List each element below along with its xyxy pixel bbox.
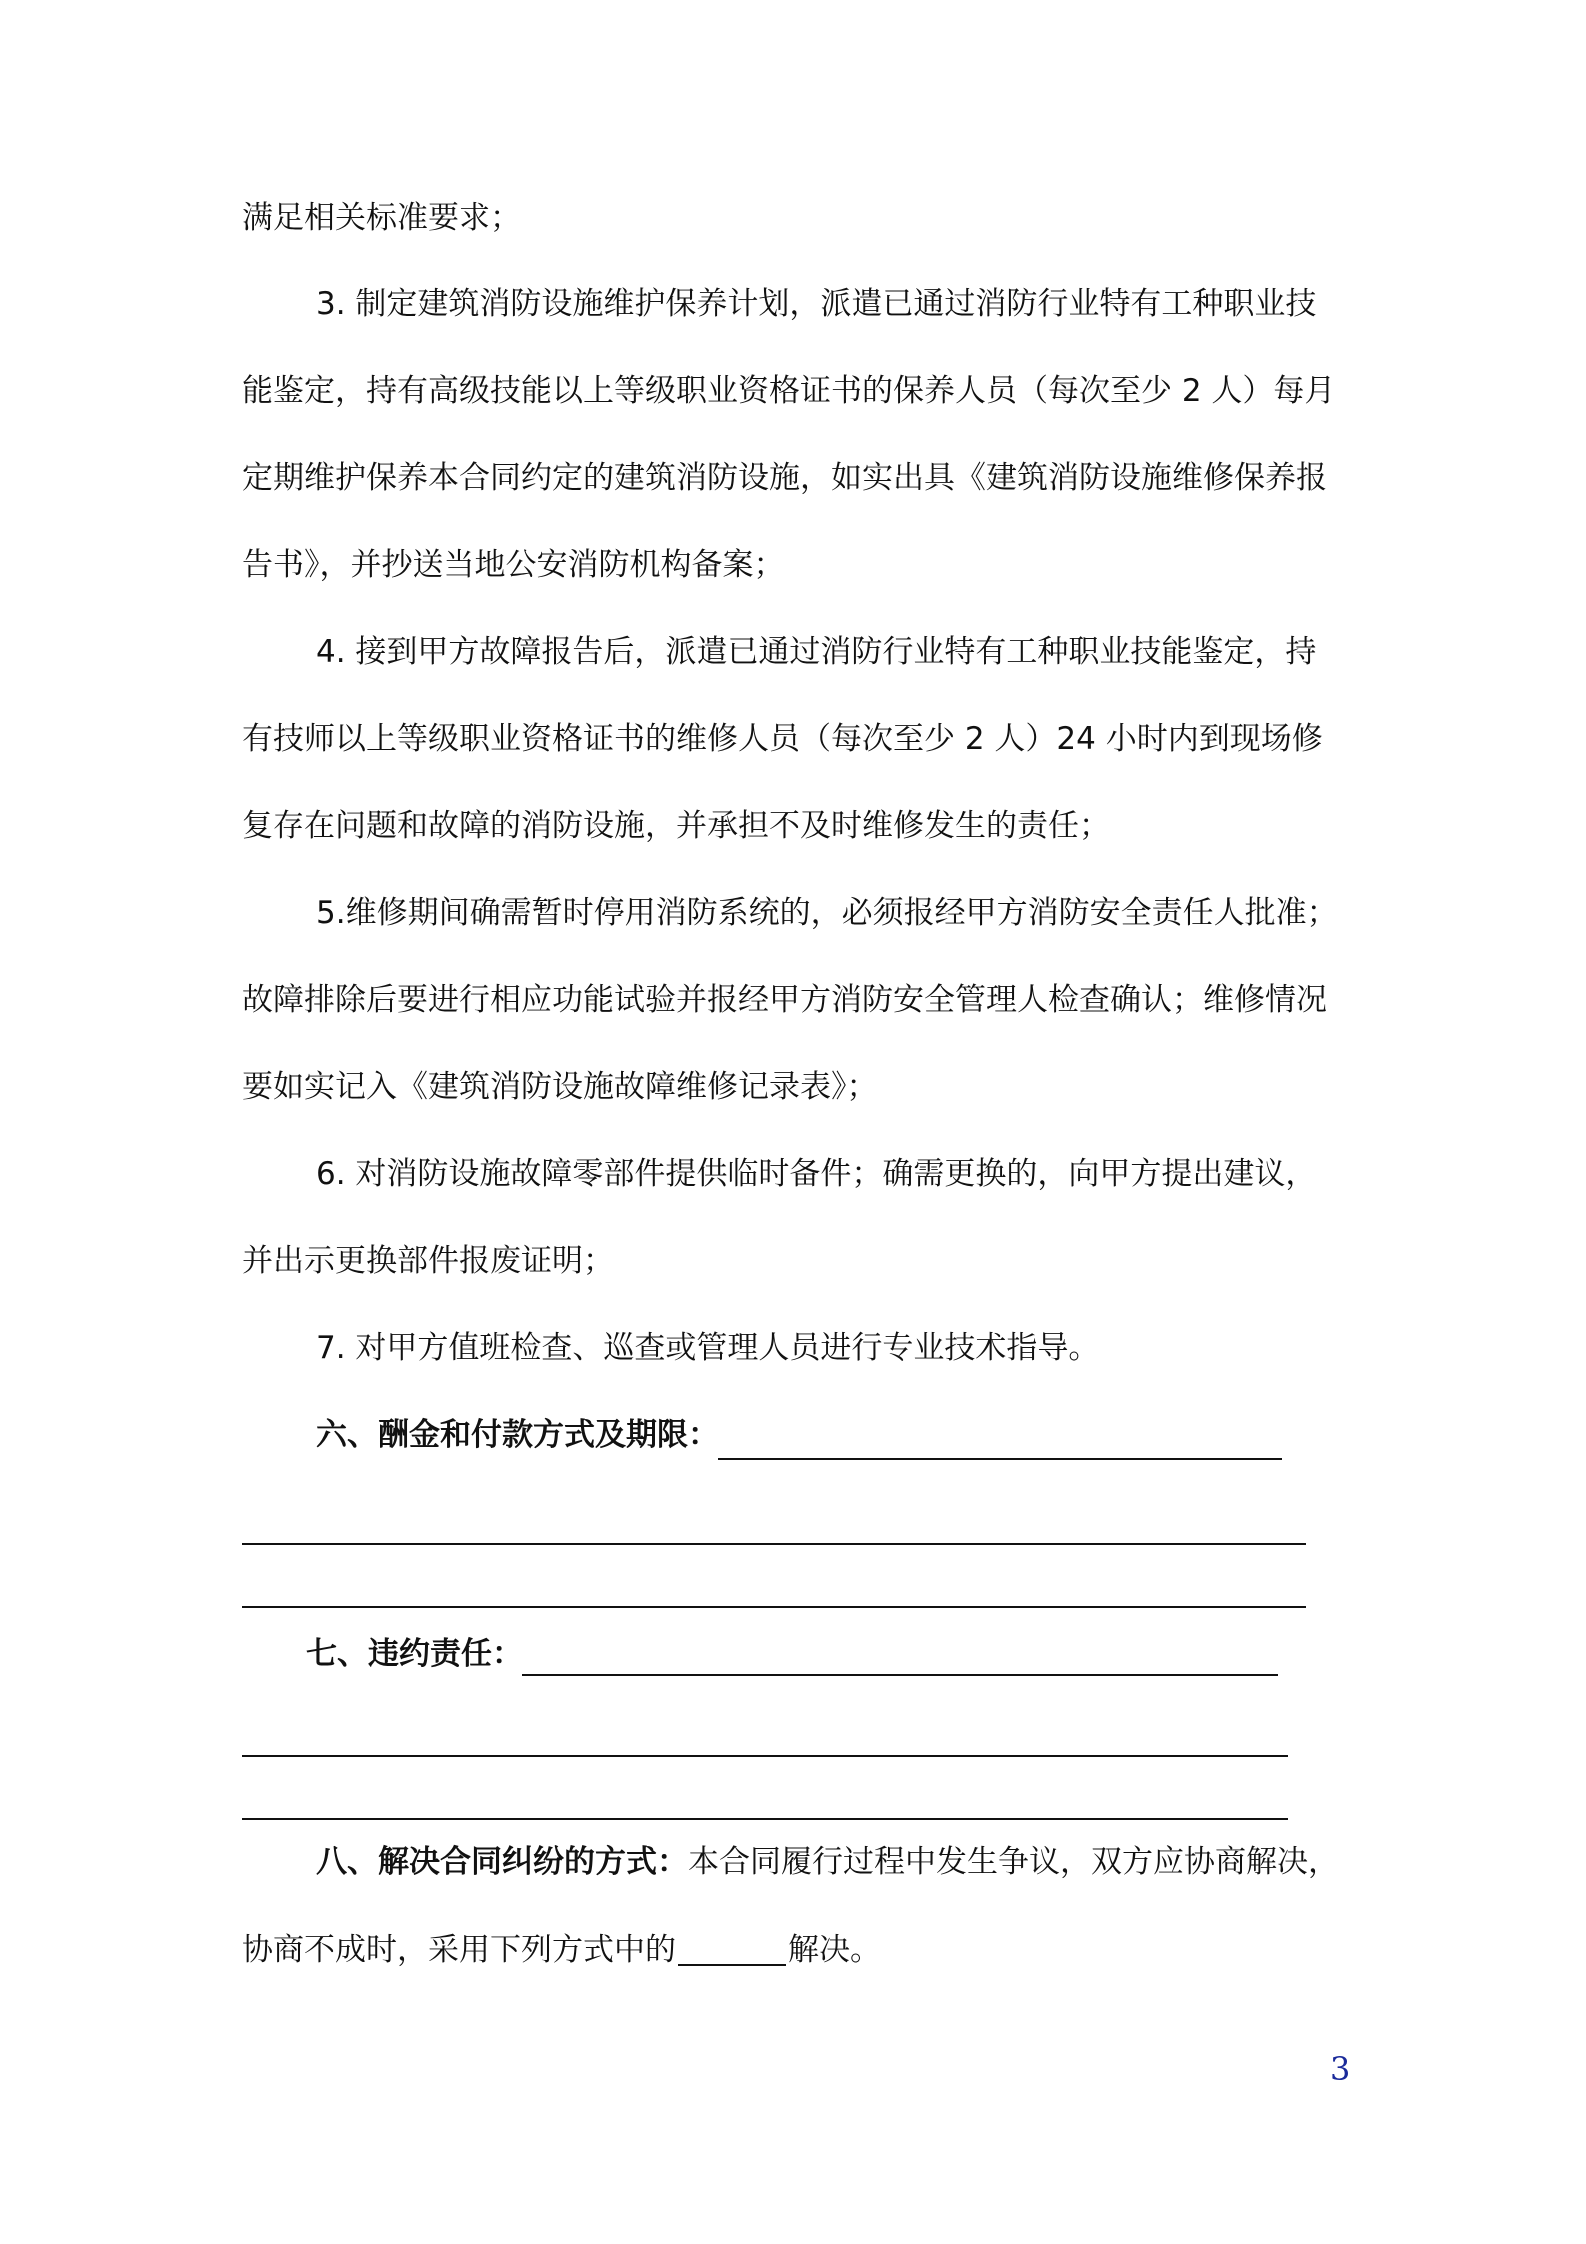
clause-3-line-4: 告书》，并抄送当地公安消防机构备案； xyxy=(242,547,785,583)
clause-4-line-1: 4. 接到甲方故障报告后，派遣已通过消防行业特有工种职业技能鉴定，持 xyxy=(316,634,1317,670)
section-7-heading: 七、违约责任： xyxy=(306,1636,523,1672)
clause-6-line-1: 6. 对消防设施故障零部件提供临时备件；确需更换的，向甲方提出建议， xyxy=(316,1156,1317,1192)
section-6-fill-line xyxy=(242,1543,1306,1545)
clause-5-line-2: 故障排除后要进行相应功能试验并报经甲方消防安全管理人检查确认；维修情况 xyxy=(242,982,1327,1018)
clause-4-line-2: 有技师以上等级职业资格证书的维修人员（每次至少 2 人）24 小时内到现场修 xyxy=(242,721,1323,757)
clause-3-line-3: 定期维护保养本合同约定的建筑消防设施，如实出具《建筑消防设施维修保养报 xyxy=(242,460,1327,496)
section-6-fill-line xyxy=(718,1458,1282,1460)
dispute-method-blank xyxy=(678,1934,786,1966)
section-6-heading: 六、酬金和付款方式及期限： xyxy=(316,1417,719,1453)
clause-7-line-1: 7. 对甲方值班检查、巡查或管理人员进行专业技术指导。 xyxy=(316,1330,1100,1366)
page-number: 3 xyxy=(1330,2050,1351,2088)
clause-5-line-1: 5.维修期间确需暂时停用消防系统的，必须报经甲方消防安全责任人批准； xyxy=(316,895,1338,931)
section-7-fill-line xyxy=(522,1674,1278,1676)
section-8-line-1 xyxy=(316,1840,1436,1884)
section-8-heading: 八、解决合同纠纷的方式： xyxy=(316,1844,688,1880)
section-6-fill-line xyxy=(242,1606,1306,1608)
clause-5-line-3: 要如实记入《建筑消防设施故障维修记录表》； xyxy=(242,1069,878,1105)
section-7-fill-line xyxy=(242,1818,1288,1820)
section-8-line-2 xyxy=(242,1928,1362,1972)
clause-6-line-2: 并出示更换部件报废证明； xyxy=(242,1243,614,1279)
clause-3-line-2: 能鉴定，持有高级技能以上等级职业资格证书的保养人员（每次至少 2 人）每月 xyxy=(242,373,1336,409)
paragraph-line: 满足相关标准要求； xyxy=(242,200,521,236)
section-7-fill-line xyxy=(242,1755,1288,1757)
clause-4-line-3: 复存在问题和故障的消防设施，并承担不及时维修发生的责任； xyxy=(242,808,1110,844)
section-8-line-2-before: 协商不成时，采用下列方式中的 xyxy=(242,1932,676,1968)
clause-3-line-1: 3. 制定建筑消防设施维护保养计划，派遣已通过消防行业特有工种职业技 xyxy=(316,286,1317,322)
section-8-line-2-after: 解决。 xyxy=(788,1932,881,1968)
section-8-text: 本合同履行过程中发生争议，双方应协商解决， xyxy=(688,1844,1339,1880)
